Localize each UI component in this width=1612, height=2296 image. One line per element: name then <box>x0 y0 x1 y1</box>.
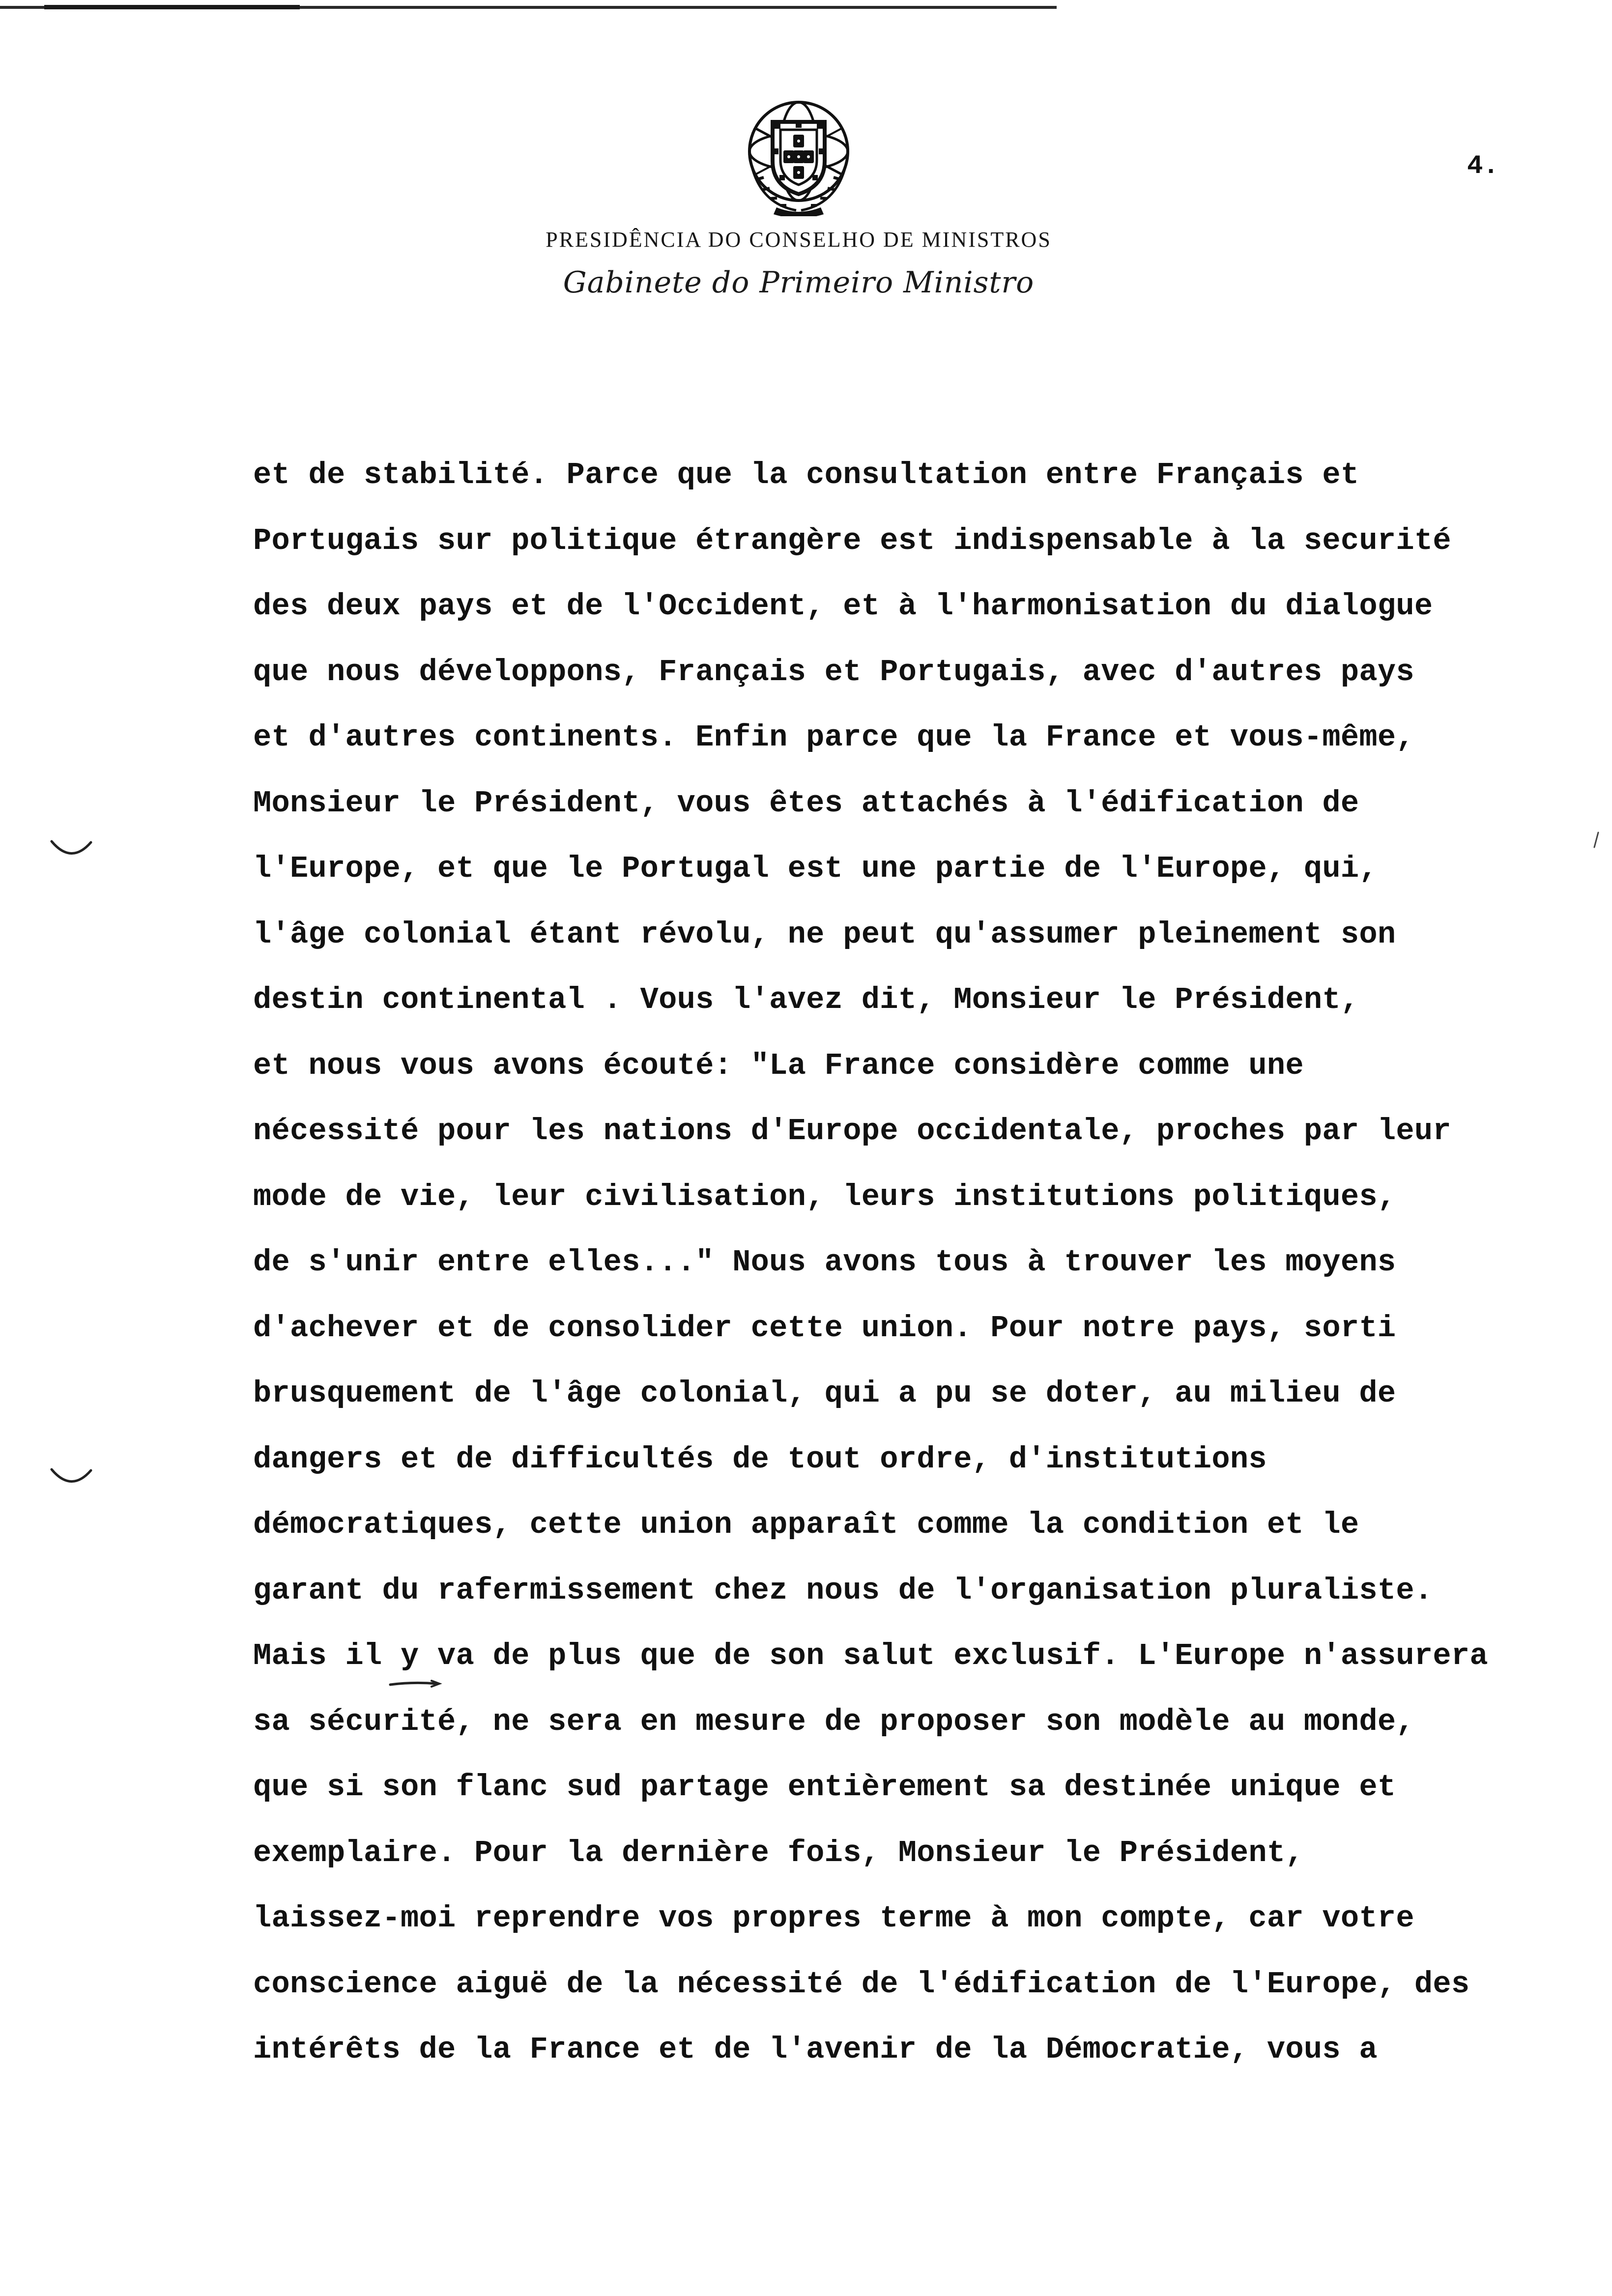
body-line: que nous développons, Français et Portugais, avec d'autres pays <box>253 654 1414 689</box>
body-line: nécessité pour les nations d'Europe occidentale, proches par leur <box>253 1114 1451 1148</box>
body-line: d'achever et de consolider cette union. Pour notre pays, sorti <box>253 1310 1396 1346</box>
body-line: démocratiques, cette union apparaît comme la condition et le <box>253 1507 1359 1542</box>
body-line: Mais il y va de plus que de son salut exclusif. L'Europe n'assurera <box>253 1638 1488 1673</box>
body-line: garant du rafermissement chez nous de l'organisation pluraliste. <box>253 1573 1433 1608</box>
office-name: Gabinete do Primeiro Ministro <box>563 265 1035 300</box>
letterhead <box>442 93 1155 319</box>
institution-name: PRESIDÊNCIA DO CONSELHO DE MINISTROS <box>546 228 1052 252</box>
body-line: de s'unir entre elles..." Nous avons tous à trouver les moyens <box>253 1245 1396 1280</box>
body-line: Monsieur le Président, vous êtes attachés à l'édification de <box>253 785 1359 821</box>
body-line: Portugais sur politique étrangère est indispensable à la securité <box>253 523 1451 558</box>
body-line: destin continental . Vous l'avez dit, Monsieur le Président, <box>253 982 1359 1017</box>
margin-tick-mark <box>1591 831 1601 850</box>
body-line: exemplaire. Pour la dernière fois, Monsieur le Président, <box>253 1835 1304 1870</box>
body-line: et de stabilité. Parce que la consultation entre Français et <box>253 458 1359 492</box>
margin-check-mark <box>49 835 93 865</box>
body-line: laissez-moi reprendre vos propres terme à mon compte, car votre <box>253 1901 1414 1936</box>
body-line: intérêts de la France et de l'avenir de la Démocratie, vous a <box>253 2032 1378 2067</box>
page-number: 4. <box>1467 151 1499 181</box>
body-line: sa sécurité, ne sera en mesure de proposer son modèle au monde, <box>253 1704 1414 1739</box>
body-line: et d'autres continents. Enfin parce que la France et vous-même, <box>253 720 1414 755</box>
letter-body <box>253 442 1580 2083</box>
body-line: que si son flanc sud partage entièrement sa destinée unique et <box>253 1770 1396 1805</box>
portuguese-coat-of-arms-icon <box>737 93 860 216</box>
body-line: l'âge colonial étant révolu, ne peut qu'assumer pleinement son <box>253 917 1396 952</box>
body-line: conscience aiguë de la nécessité de l'édification de l'Europe, des <box>253 1966 1470 2002</box>
body-line: et nous vous avons écouté: "La France considère comme une <box>253 1048 1304 1083</box>
margin-check-mark <box>49 1464 93 1493</box>
body-line: brusquement de l'âge colonial, qui a pu se doter, au milieu de <box>253 1376 1396 1411</box>
top-rule-accent <box>44 5 300 9</box>
body-line: l'Europe, et que le Portugal est une partie de l'Europe, qui, <box>253 851 1378 886</box>
handwritten-underline-mark <box>388 1680 442 1690</box>
body-line: des deux pays et de l'Occident, et à l'harmonisation du dialogue <box>253 589 1433 624</box>
body-line: mode de vie, leur civilisation, leurs institutions politiques, <box>253 1179 1396 1214</box>
body-line: dangers et de difficultés de tout ordre, d'institutions <box>253 1441 1267 1477</box>
